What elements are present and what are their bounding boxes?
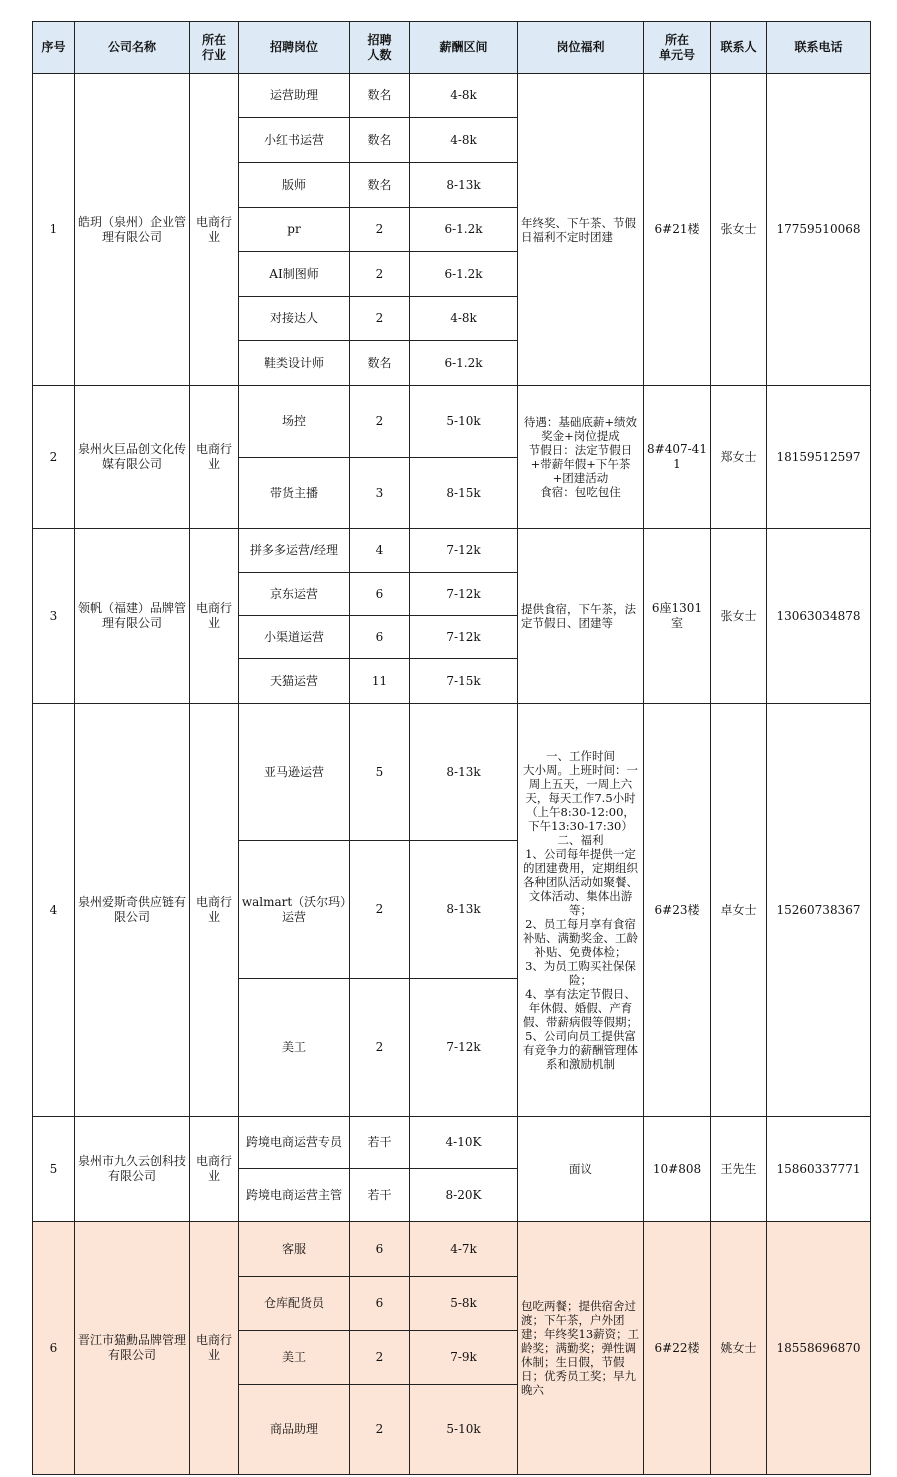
job-title: pr xyxy=(239,208,350,252)
benefit-line: 待遇：基础底薪+绩效奖金+岗位提成 xyxy=(523,415,638,443)
job-salary: 8-20K xyxy=(410,1169,518,1222)
job-count: 4 xyxy=(350,529,410,573)
benefit-line: 二、福利 xyxy=(557,833,604,847)
job-title: 版师 xyxy=(239,163,350,208)
job-salary: 7-12k xyxy=(410,979,518,1117)
job-count: 6 xyxy=(350,1277,410,1331)
company-benefits xyxy=(518,529,644,704)
job-title: walmart（沃尔玛）运营 xyxy=(239,841,350,979)
job-salary: 5-8k xyxy=(410,1277,518,1331)
company-phone: 18159512597 xyxy=(767,386,871,529)
company-industry: 电商行业 xyxy=(190,386,239,529)
job-salary: 4-7k xyxy=(410,1222,518,1277)
benefit-line: 1、公司每年提供一定的团建费用，定期组织各种团队活动如聚餐、文体活动、集体出游等； xyxy=(523,847,638,917)
company-seq: 6 xyxy=(33,1222,75,1475)
header-benefits: 岗位福利 xyxy=(518,22,644,74)
header-phone: 联系电话 xyxy=(767,22,871,74)
company-unit: 6座1301室 xyxy=(644,529,711,704)
job-title: 鞋类设计师 xyxy=(239,341,350,386)
header-position: 招聘岗位 xyxy=(239,22,350,74)
benefit-line: 年终奖、下午茶、节假日福利不定时团建 xyxy=(521,215,636,244)
job-salary: 6-1.2k xyxy=(410,208,518,252)
job-title: 场控 xyxy=(239,386,350,458)
job-count: 2 xyxy=(350,386,410,458)
job-salary: 7-12k xyxy=(410,616,518,659)
company-benefits xyxy=(518,1117,644,1222)
job-title: 跨境电商运营专员 xyxy=(239,1117,350,1169)
job-salary: 4-10K xyxy=(410,1117,518,1169)
header-unit: 所在 单元号 xyxy=(644,22,711,74)
company-name: 泉州火巨品创文化传媒有限公司 xyxy=(75,386,190,529)
benefit-line: 一、工作时间 xyxy=(546,749,615,763)
company-seq: 5 xyxy=(33,1117,75,1222)
job-salary: 4-8k xyxy=(410,74,518,118)
job-count: 2 xyxy=(350,1331,410,1385)
company-industry: 电商行业 xyxy=(190,529,239,704)
company-phone: 13063034878 xyxy=(767,529,871,704)
company-contact: 郑女士 xyxy=(711,386,767,529)
company-name: 领帆（福建）品牌管理有限公司 xyxy=(75,529,190,704)
company-industry: 电商行业 xyxy=(190,74,239,386)
header-company: 公司名称 xyxy=(75,22,190,74)
company-industry: 电商行业 xyxy=(190,1117,239,1222)
company-contact: 卓女士 xyxy=(711,704,767,1117)
job-count: 2 xyxy=(350,841,410,979)
job-salary: 4-8k xyxy=(410,118,518,163)
benefit-line: 提供食宿，下午茶，法定节假日、团建等 xyxy=(521,602,636,630)
company-name: 皓玥（泉州）企业管理有限公司 xyxy=(75,74,190,386)
job-salary: 6-1.2k xyxy=(410,252,518,297)
benefit-line: 食宿：包吃包住 xyxy=(540,485,621,499)
job-title: 带货主播 xyxy=(239,458,350,529)
job-title: 京东运营 xyxy=(239,573,350,616)
job-count: 6 xyxy=(350,573,410,616)
job-title: 运营助理 xyxy=(239,74,350,118)
job-count: 2 xyxy=(350,297,410,341)
job-count: 2 xyxy=(350,208,410,252)
job-count: 2 xyxy=(350,1385,410,1475)
benefit-line: 节假日：法定节假日+带薪年假+下午茶+团建活动 xyxy=(528,443,633,485)
job-salary: 5-10k xyxy=(410,1385,518,1475)
job-title: 小渠道运营 xyxy=(239,616,350,659)
job-count: 6 xyxy=(350,616,410,659)
job-count: 数名 xyxy=(350,118,410,163)
benefit-line: 5、公司向员工提供富有竞争力的薪酬管理体系和激励机制 xyxy=(523,1029,638,1071)
benefit-line: 面议 xyxy=(569,1162,592,1176)
company-contact: 王先生 xyxy=(711,1117,767,1222)
company-unit: 6#22楼 xyxy=(644,1222,711,1475)
job-title: 对接达人 xyxy=(239,297,350,341)
company-name: 晋江市猫勳品牌管理有限公司 xyxy=(75,1222,190,1475)
company-benefits xyxy=(518,386,644,529)
header-count: 招聘 人数 xyxy=(350,22,410,74)
job-title: 商品助理 xyxy=(239,1385,350,1475)
job-title: 客服 xyxy=(239,1222,350,1277)
job-count: 2 xyxy=(350,979,410,1117)
company-phone: 15260738367 xyxy=(767,704,871,1117)
company-seq: 4 xyxy=(33,704,75,1117)
job-count: 11 xyxy=(350,659,410,704)
job-title: 小红书运营 xyxy=(239,118,350,163)
job-title: 天猫运营 xyxy=(239,659,350,704)
job-title: 拼多多运营/经理 xyxy=(239,529,350,573)
company-name: 泉州市九久云创科技有限公司 xyxy=(75,1117,190,1222)
company-unit: 6#23楼 xyxy=(644,704,711,1117)
company-industry: 电商行业 xyxy=(190,704,239,1117)
job-count: 若干 xyxy=(350,1117,410,1169)
job-title: AI制图师 xyxy=(239,252,350,297)
job-count: 5 xyxy=(350,704,410,841)
company-benefits xyxy=(518,74,644,386)
job-salary: 8-13k xyxy=(410,704,518,841)
job-count: 2 xyxy=(350,252,410,297)
company-benefits xyxy=(518,704,644,1117)
job-title: 美工 xyxy=(239,1331,350,1385)
table-row xyxy=(33,529,871,573)
company-benefits xyxy=(518,1222,644,1475)
job-count: 数名 xyxy=(350,163,410,208)
company-contact: 张女士 xyxy=(711,74,767,386)
job-salary: 6-1.2k xyxy=(410,341,518,386)
table-row xyxy=(33,1117,871,1169)
table-row xyxy=(33,1222,871,1277)
job-title: 跨境电商运营主管 xyxy=(239,1169,350,1222)
header-salary: 薪酬区间 xyxy=(410,22,518,74)
header-seq: 序号 xyxy=(33,22,75,74)
benefit-line: 2、员工每月享有食宿补贴、满勤奖金、工龄补贴、免费体检； xyxy=(523,917,638,959)
benefit-line: 大小周。上班时间：一周上五天，一周上六天，每天工作7.5小时（上午8:30-12:00，下午13:30-17:30） xyxy=(523,763,638,833)
benefit-line: 3、为员工购买社保保险； xyxy=(525,959,636,987)
job-salary: 8-13k xyxy=(410,841,518,979)
company-name: 泉州爱斯奇供应链有限公司 xyxy=(75,704,190,1117)
job-salary: 8-13k xyxy=(410,163,518,208)
job-salary: 5-10k xyxy=(410,386,518,458)
company-phone: 18558696870 xyxy=(767,1222,871,1475)
header-industry: 所在 行业 xyxy=(190,22,239,74)
company-industry: 电商行业 xyxy=(190,1222,239,1475)
company-contact: 张女士 xyxy=(711,529,767,704)
company-seq: 1 xyxy=(33,74,75,386)
table-row xyxy=(33,74,871,118)
job-salary: 7-9k xyxy=(410,1331,518,1385)
company-seq: 2 xyxy=(33,386,75,529)
benefit-line: 4、享有法定节假日、年休假、婚假、产育假、带薪病假等假期； xyxy=(523,987,638,1029)
job-count: 数名 xyxy=(350,341,410,386)
job-count: 3 xyxy=(350,458,410,529)
benefit-line: 包吃两餐；提供宿舍过渡；下午茶，户外团建；年终奖13薪资；工龄奖；满勤奖；弹性调休制；生日假，节假日；优秀员工奖；早九晚六 xyxy=(521,1299,640,1397)
job-title: 美工 xyxy=(239,979,350,1117)
header-row xyxy=(33,22,871,74)
recruitment-table xyxy=(32,21,871,1475)
company-phone: 17759510068 xyxy=(767,74,871,386)
company-unit: 8#407-411 xyxy=(644,386,711,529)
company-contact: 姚女士 xyxy=(711,1222,767,1475)
job-title: 亚马逊运营 xyxy=(239,704,350,841)
job-salary: 7-12k xyxy=(410,573,518,616)
job-salary: 7-15k xyxy=(410,659,518,704)
job-salary: 8-15k xyxy=(410,458,518,529)
table-row xyxy=(33,704,871,841)
company-phone: 15860337771 xyxy=(767,1117,871,1222)
job-title: 仓库配货员 xyxy=(239,1277,350,1331)
job-salary: 4-8k xyxy=(410,297,518,341)
company-unit: 10#808 xyxy=(644,1117,711,1222)
job-count: 数名 xyxy=(350,74,410,118)
company-unit: 6#21楼 xyxy=(644,74,711,386)
header-contact: 联系人 xyxy=(711,22,767,74)
job-count: 若干 xyxy=(350,1169,410,1222)
table-row xyxy=(33,386,871,458)
company-seq: 3 xyxy=(33,529,75,704)
job-salary: 7-12k xyxy=(410,529,518,573)
job-count: 6 xyxy=(350,1222,410,1277)
